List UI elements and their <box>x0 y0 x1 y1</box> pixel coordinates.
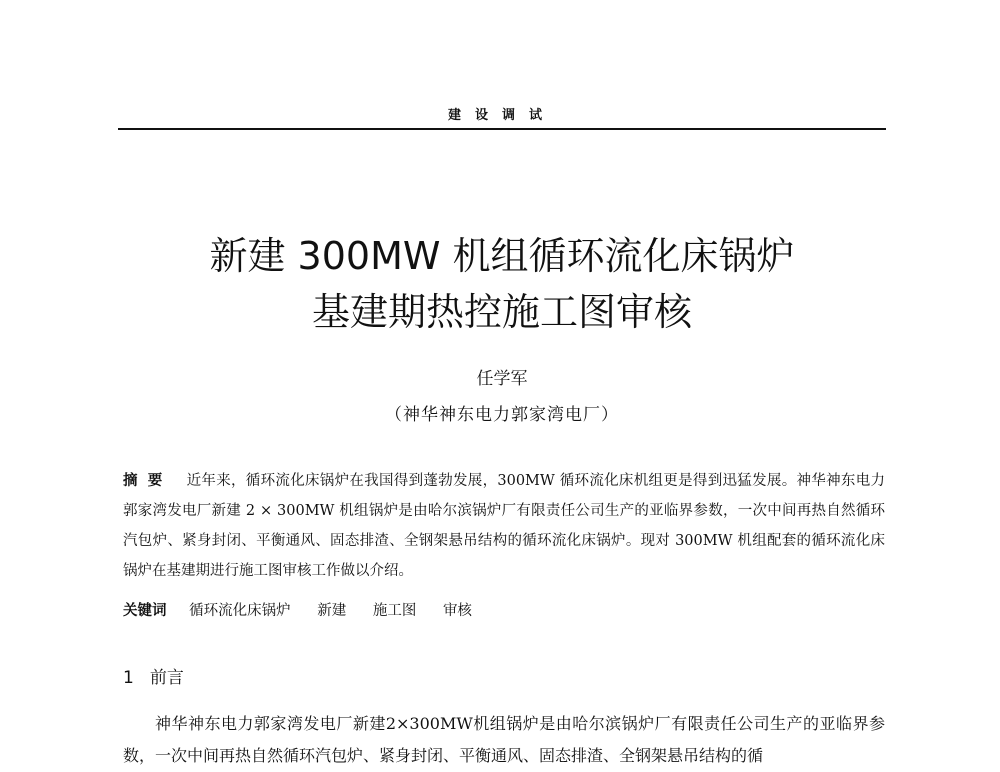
abstract <box>123 466 885 586</box>
running-header: 建设调试 <box>447 108 556 123</box>
abstract-text: 近年来，循环流化床锅炉在我国得到蓬勃发展，300MW 循环流化床机组更是得到迅猛发展。神华神东电力郭家湾发电厂新建 2 × 300MW 机组锅炉是由哈尔滨锅炉厂有限责任公司生产的亚临界参数，一次中间再热自然循环汽包炉、紧身封闭、平衡通风、固态排渣、全钢架悬吊结构的循环流化床锅炉。现对 300MW 机组配套的循环流化床锅炉在基建期进行施工图审核工作做以介绍。 <box>123 473 885 579</box>
keywords <box>123 596 885 626</box>
paper-title-line-1: 新建 300MW 机组循环流化床锅炉 <box>209 234 795 278</box>
keyword: 施工图 <box>372 603 417 619</box>
author-name: 任学军 <box>476 369 528 389</box>
section-number: 1 <box>123 668 134 688</box>
keyword: 循环流化床锅炉 <box>189 603 291 619</box>
paper-title-line-2: 基建期热控施工图审核 <box>311 290 692 334</box>
abstract-label: 摘要 <box>123 472 173 489</box>
body-paragraph: 神华神东电力郭家湾发电厂新建2×300MW机组锅炉是由哈尔滨锅炉厂有限责任公司生产的亚临界参数，一次中间再热自然循环汽包炉、紧身封闭、平衡通风、固态排渣、全钢架悬吊结构的循 <box>123 714 885 765</box>
author-affiliation: （神华神东电力郭家湾电厂） <box>385 405 619 425</box>
header-rule <box>118 128 886 130</box>
keyword: 新建 <box>317 603 347 619</box>
keyword: 审核 <box>442 603 472 619</box>
section-title: 前言 <box>149 668 184 688</box>
keywords-label: 关键词 <box>123 603 167 619</box>
section-heading <box>123 663 885 688</box>
